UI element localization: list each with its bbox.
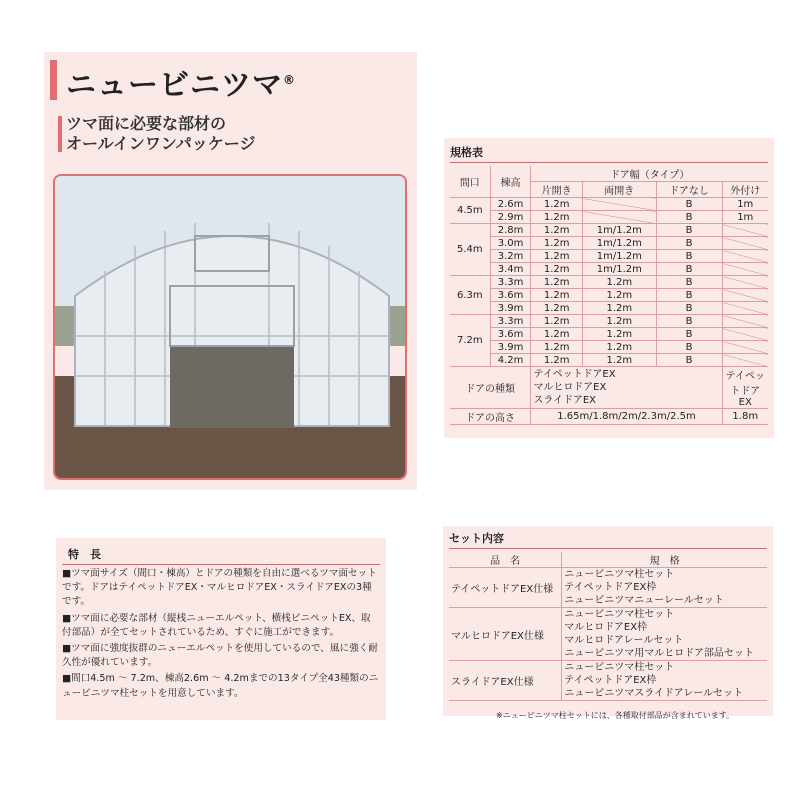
spec-line: ニュービニツマ用マルヒロドア部品セット [564, 648, 754, 659]
table-cell [722, 224, 768, 237]
hero-panel [44, 52, 417, 490]
table-cell: 3.9m [490, 341, 531, 354]
table-cell: B [656, 263, 722, 276]
table-cell [722, 250, 768, 263]
features-title: 特 長 [62, 544, 380, 565]
table-cell: 1m/1.2m [582, 263, 656, 276]
table-cell: 1.2m [531, 198, 582, 211]
table-cell: B [656, 237, 722, 250]
table-cell: テイペットドアEX仕様 [449, 568, 562, 608]
table-cell: 1m [722, 198, 768, 211]
table-cell: 1.2m [582, 328, 656, 341]
table-cell: 6.3m [450, 276, 490, 315]
table-cell: 3.6m [490, 328, 531, 341]
table-cell: 1.2m [582, 302, 656, 315]
table-cell [722, 354, 768, 367]
table-cell [562, 661, 767, 701]
door-kind: スライドアEX [533, 395, 597, 406]
table-cell: テイペットドアEX [722, 367, 768, 409]
table-cell: B [656, 198, 722, 211]
table-cell [722, 237, 768, 250]
table-cell: マルヒロドアEX仕様 [449, 608, 562, 661]
table-cell: B [656, 315, 722, 328]
table-row [450, 263, 768, 276]
table-cell: 3.9m [490, 302, 531, 315]
table-cell: 1m/1.2m [582, 224, 656, 237]
product-subtitle: ツマ面に必要な部材の オールインワンパッケージ [66, 114, 255, 154]
set-title: セット内容 [449, 530, 767, 549]
table-cell: B [656, 289, 722, 302]
table-cell: 4.5m [450, 198, 490, 224]
table-row [449, 568, 767, 608]
spec-line: テイペットドアEX枠 [564, 582, 657, 593]
feature-item: ■ツマ面に必要な部材（縦桟ニューエルペット、横桟ビニペットEX、取付部品）が全てセットされているため、すぐに施工ができます。 [62, 612, 371, 638]
table-row [450, 211, 768, 224]
table-cell [582, 211, 656, 224]
table-cell: B [656, 354, 722, 367]
table-cell: 1.65m/1.8m/2m/2.3m/2.5m [531, 409, 722, 425]
spec-line: マルヒロドアEX枠 [564, 622, 648, 633]
table-cell: 7.2m [450, 315, 490, 367]
table-cell: 2.9m [490, 211, 531, 224]
table-cell [722, 263, 768, 276]
table-row [450, 237, 768, 250]
table-cell: 1.2m [531, 263, 582, 276]
table-row [450, 302, 768, 315]
table-row [450, 315, 768, 328]
spec-line: ニュービニツマ柱セット [564, 569, 675, 580]
table-cell: 1.2m [531, 237, 582, 250]
table-cell [722, 302, 768, 315]
table-cell: B [656, 276, 722, 289]
table-cell: 1.2m [531, 354, 582, 367]
door-kind: マルヒロドアEX [533, 382, 607, 393]
table-cell [722, 328, 768, 341]
table-cell: 1.2m [531, 276, 582, 289]
table-cell: 3.4m [490, 263, 531, 276]
spec-title: 規格表 [450, 144, 768, 163]
table-cell: 2.8m [490, 224, 531, 237]
spec-line: ニュービニツマ柱セット [564, 662, 675, 673]
table-cell: ドアの高さ [450, 409, 531, 425]
table-cell: 3.6m [490, 289, 531, 302]
table-cell: B [656, 341, 722, 354]
table-cell: 1.2m [582, 315, 656, 328]
table-row [449, 661, 767, 701]
table-cell: B [656, 302, 722, 315]
table-row [450, 276, 768, 289]
table-cell [531, 367, 722, 409]
table-cell [582, 198, 656, 211]
table-cell: 1.2m [531, 224, 582, 237]
features-panel [56, 538, 386, 720]
table-cell: 1m [722, 211, 768, 224]
table-cell: 1m/1.2m [582, 250, 656, 263]
spec-line: ニュービニツマ柱セット [564, 609, 675, 620]
feature-item: ■間口4.5m ～ 7.2m、棟高2.6m ～ 4.2mまでの13タイプ全43種類のニュービニツマ柱セットを用意しています。 [62, 673, 379, 699]
spec-line: ニュービニツマニューレールセット [564, 595, 724, 606]
table-row [450, 289, 768, 302]
title-accent-bar [50, 60, 57, 100]
table-cell: B [656, 224, 722, 237]
table-cell: ドアの種類 [450, 367, 531, 409]
table-cell: 1.2m [531, 341, 582, 354]
table-cell: 1.2m [582, 354, 656, 367]
product-title: ニュービニツマ® [66, 68, 296, 103]
table-cell: 3.0m [490, 237, 531, 250]
footnote: ※ニュービニツマ柱セットには、各種取付部品が含まれています。 [496, 711, 735, 720]
feature-item: ■ツマ面サイズ（間口・棟高）とドアの種類を自由に選べるツマ面セットです。ドアはテイペットドアEX・マルヒロドアEX・スライドアEXの3種です。 [62, 568, 377, 608]
spec-line: マルヒロドアレールセット [564, 635, 684, 646]
table-cell: 1.2m [582, 276, 656, 289]
table-row [450, 250, 768, 263]
set-table: 品 名 規 格 テイペットドアEX仕様 ニュービニツマ柱セット テイペットドアEX枠 ニュービニツマニューレールセット マルヒロドアEX仕様 ニュービニツマ柱セット マルヒロドアEX枠 マルヒロドアレールセット ニュービニツマ用マルヒロドア部品セット スライドアEX仕様 ニュービニツマ柱セット テイペットドアEX枠 ニュービニツマスライドアレールセット [449, 552, 767, 701]
table-row [450, 328, 768, 341]
greenhouse-photo [53, 174, 407, 480]
table-cell [722, 315, 768, 328]
table-row [450, 198, 768, 211]
table-cell [722, 276, 768, 289]
table-cell: B [656, 328, 722, 341]
table-cell: 3.3m [490, 276, 531, 289]
table-cell: 1.2m [531, 289, 582, 302]
table-row [450, 341, 768, 354]
table-cell [562, 608, 767, 661]
spec-line: ニュービニツマスライドアレールセット [564, 688, 744, 699]
table-row [450, 224, 768, 237]
spec-line: テイペットドアEX枠 [564, 675, 657, 686]
table-row [450, 354, 768, 367]
table-cell [562, 568, 767, 608]
table-cell: 1.8m [722, 409, 768, 425]
table-cell: 1.2m [582, 341, 656, 354]
spec-table-panel [444, 138, 774, 438]
table-row [449, 608, 767, 661]
door-kind: テイペットドアEX [533, 369, 616, 380]
table-cell: 1.2m [531, 328, 582, 341]
table-cell: 3.3m [490, 315, 531, 328]
table-cell: 5.4m [450, 224, 490, 276]
table-cell [722, 341, 768, 354]
table-cell: 1.2m [531, 211, 582, 224]
spec-table: 間口 棟高 ドア幅（タイプ） 片開き 両開き ドアなし 外付け 4.5m 2.6m 1.2m B 1m 2.9m 1.2m B 1m 5.4m 2.8m 1.2m 1m/1.2m B 3.0m 1.2m 1m/1.2m B 3.2m 1.2m 1m/1.2m B 3.4m 1.2m 1m/1.2m B 6.3m 3.3m 1.2m 1.2m B 3.6m 1.2m 1.2m B 3.9m 1.2m 1.2m B 7.2m 3.3m 1.2m 1.2m B 3.6m 1.2m 1.2m B 3.9m 1.2m 1.2m B 4.2m 1.2m 1.2m B ドアの種類 テイペットドアEX マルヒロドアEX スライドアEX テイペットドアEX ドアの高さ 1.65m/1.8m/2m/2.3m/2.5m 1.8m [450, 166, 768, 425]
table-cell: 1.2m [531, 302, 582, 315]
table-cell: 4.2m [490, 354, 531, 367]
table-cell: 1.2m [531, 250, 582, 263]
table-cell: 2.6m [490, 198, 531, 211]
feature-item: ■ツマ面に強度抜群のニューエルペットを使用しているので、風に強く耐久性が優れています。 [62, 643, 378, 669]
set-contents-panel [443, 526, 773, 716]
table-cell: B [656, 250, 722, 263]
table-cell: 3.2m [490, 250, 531, 263]
table-cell: 1.2m [531, 315, 582, 328]
table-cell: スライドアEX仕様 [449, 661, 562, 701]
table-cell: 1.2m [582, 289, 656, 302]
table-cell [722, 289, 768, 302]
table-cell: 1m/1.2m [582, 237, 656, 250]
table-cell: B [656, 211, 722, 224]
